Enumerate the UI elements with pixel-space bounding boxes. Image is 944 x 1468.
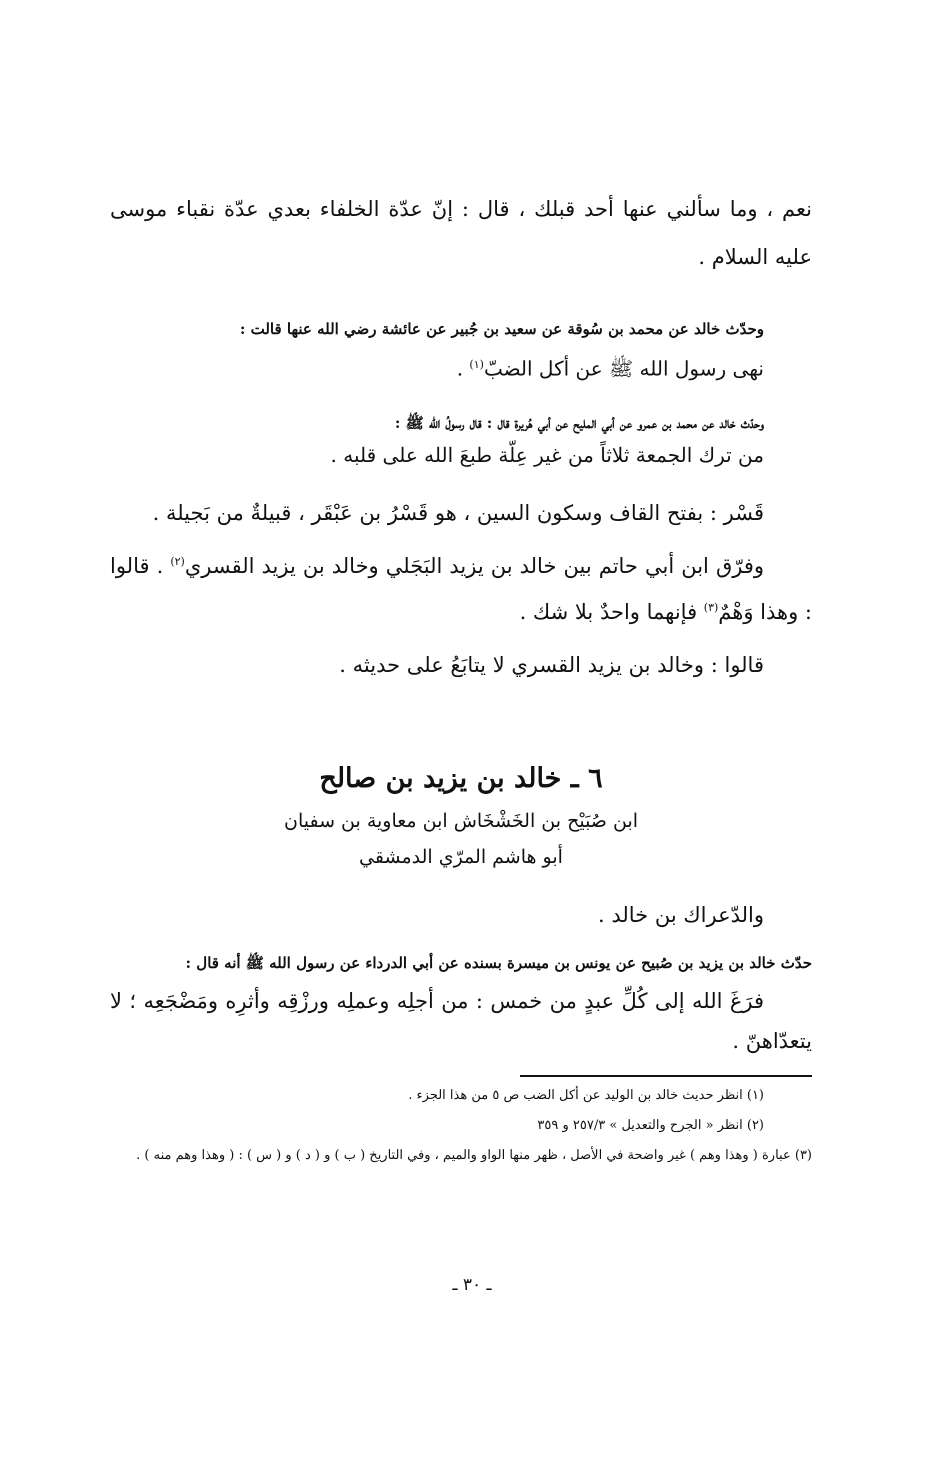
footnote-1: (١) انظر حديث خالد بن الوليد عن أكل الضب ص ٥ من هذا الجزء .	[408, 1087, 764, 1103]
isnad-abu-huraira: وحدّث خالد عن محمد بن عمرو عن أبي المليح عن أبي هُريرة قال : قال رسولُ الله ﷺ :	[394, 413, 764, 432]
hadith-dabb-end: .	[456, 356, 470, 381]
hadith-dabb	[110, 347, 812, 387]
section-subtitle-lineage: ابن صُبَيْح بن الخَشْخَاش ابن معاوية بن سفيان	[283, 809, 639, 832]
page-number: ـ ٣٠ ـ	[452, 1275, 492, 1295]
footnote-3: (٣) عبارة ( وهذا وهم ) غير واضحة في الأصل ، ظهر منها الواو والميم ، وفي التاريخ ( ب ) و ( د ) و ( س ) : ( وهذا وهم منه ) .	[136, 1147, 812, 1163]
hadith-khams: فرَغَ الله إلى كُلِّ عبدٍ من خمس : من أجلِه وعملِه ورزْقِه وأثرِه ومَضْجَعِه ؛ لا يتعدّاهنّ .	[110, 988, 812, 1053]
section-subtitle-kunya: أبو هاشم المرّي الدمشقي	[359, 845, 563, 868]
paragraph-farraq-c: فإنهما واحدٌ بلا شك .	[519, 599, 704, 624]
paragraph-qasr: قَسْر : بفتح القاف وسكون السين ، هو قَسْرُ بن عَبْقَر ، قبيلةٌ من بَجيلة .	[152, 500, 764, 525]
hadith-jumua: من ترك الجمعة ثلاثاً من غير عِلّة طبعَ الله على قلبه .	[330, 442, 764, 467]
section-title: ٦ ـ خالد بن يزيد بن صالح	[319, 762, 603, 794]
paragraph-farraq-a: وفرّق ابن أبي حاتم بين خالد بن يزيد البَجَلي وخالد بن يزيد القسري	[184, 553, 764, 578]
paragraph-qalu: قالوا : وخالد بن يزيد القسري لا يتابَعُ على حديثه .	[339, 652, 764, 677]
paragraph-farraq	[110, 541, 812, 633]
isnad-aisha: وحدّث خالد عن محمد بن سُوقة عن سعيد بن جُبير عن عائشة رضي الله عنها قالت :	[239, 320, 764, 338]
paragraph-naqaba: نعم ، وما سألني عنها أحد قبلك ، قال : إنّ عدّة الخلفاء بعدي عدّة نقباء موسى عليه السلام .	[110, 197, 812, 269]
paragraph-diraq: والدّعراك بن خالد .	[598, 902, 764, 927]
footnote-2: (٢) انظر « الجرح والتعديل » ٢٥٧/٣ و ٣٥٩	[537, 1117, 764, 1133]
footnote-ref-2: (٢)	[170, 554, 185, 568]
hadith-dabb-text: نهى رسول الله ﷺ عن أكل الضبّ	[483, 356, 764, 381]
footnote-ref-1: (١)	[469, 358, 484, 371]
isnad-abu-darda: حدّث خالد بن يزيد بن صُبيح عن يونس بن ميسرة بسنده عن أبي الدرداء عن رسول الله ﷺ أنه قال :	[185, 953, 812, 972]
paragraph-farraq-b: . قالوا : وهذا وَهْمٌ	[110, 553, 812, 624]
page-body	[110, 185, 812, 1171]
footnote-ref-3: (٣)	[703, 600, 719, 614]
